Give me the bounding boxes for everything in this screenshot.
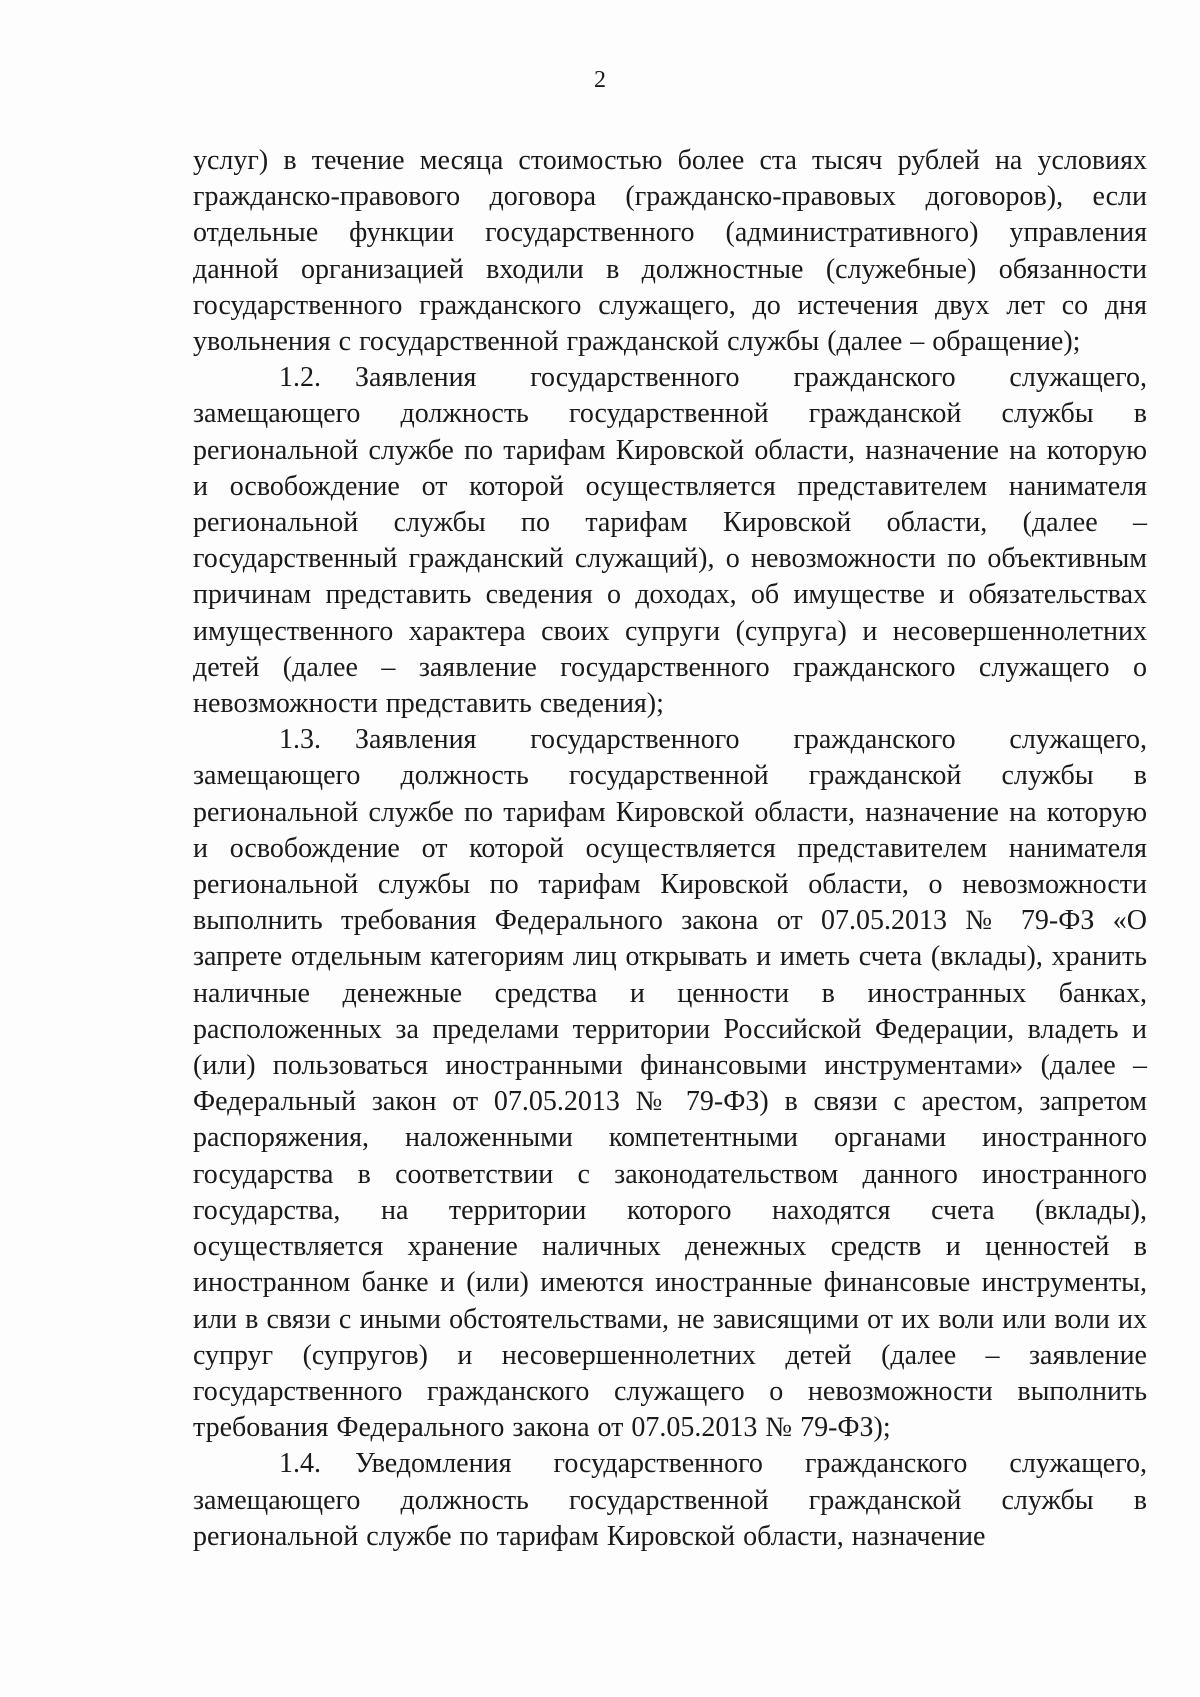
paragraph-1-3	[193, 722, 1147, 1446]
paragraph-1-4	[193, 1446, 1147, 1555]
paragraph-1-2	[193, 360, 1147, 722]
document-body	[193, 143, 1147, 1555]
paragraph-number: 1.3.	[279, 724, 321, 756]
paragraph-number: 1.2.	[279, 362, 321, 394]
paragraph-continuation	[193, 143, 1147, 360]
paragraph-number: 1.4.	[279, 1448, 321, 1480]
page-number: 2	[594, 67, 606, 93]
paragraph-text: Заявления государственного гражданского служащего, замещающего должность государственной гражданской службы в региональной службе по тарифам Кировской области, назначение на которую и освобождение от которой осуществляется представителем нанимателя региональной службы по тарифам Кировской области, о невозможности выполнить требования Федерального закона от 07.05.2013 № 79-ФЗ «О запрете отдельным категориям лиц открывать и иметь счета (вклады), хранить наличные денежные средства и ценности в иностранных банках, расположенных за пределами территории Российской Федерации, владеть и (или) пользоваться иностранными финансовыми инструментами» (далее – Федеральный закон от 07.05.2013 № 79-ФЗ) в связи с арестом, запретом распоряжения, наложенными компетентными органами иностранного государства в соответствии с законодательством данного иностранного государства, на территории которого находятся счета (вклады), осуществляется хранение наличных денежных средств и ценностей в иностранном банке и (или) имеются иностранные финансовые инструменты, или в связи с иными обстоятельствами, не зависящими от их воли или воли их супруг (супругов) и несовершеннолетних детей (далее – заявление государственного гражданского служащего о невозможности выполнить требования Федерального закона от 07.05.2013 № 79-ФЗ);	[193, 724, 1147, 1444]
paragraph-text: Уведомления государственного гражданского служащего, замещающего должность государственной гражданской службы в региональной службе по тарифам Кировской области, назначение	[193, 1448, 1147, 1552]
paragraph-text: услуг) в течение месяца стоимостью более ста тысяч рублей на условиях гражданско-правового договора (гражданско-правовых договоров), если отдельные функции государственного (административного) управления данной организацией входили в должностные (служебные) обязанности государственного гражданского служащего, до истечения двух лет со дня увольнения с государственной гражданской службы (далее – обращение);	[193, 145, 1147, 358]
paragraph-text: Заявления государственного гражданского служащего, замещающего должность государственной гражданской службы в региональной службе по тарифам Кировской области, назначение на которую и освобождение от которой осуществляется представителем нанимателя региональной службы по тарифам Кировской области, (далее – государственный гражданский служащий), о невозможности по объективным причинам представить сведения о доходах, об имуществе и обязательствах имущественного характера своих супруги (супруга) и несовершеннолетних детей (далее – заявление государственного гражданского служащего о невозможности представить сведения);	[193, 362, 1147, 720]
